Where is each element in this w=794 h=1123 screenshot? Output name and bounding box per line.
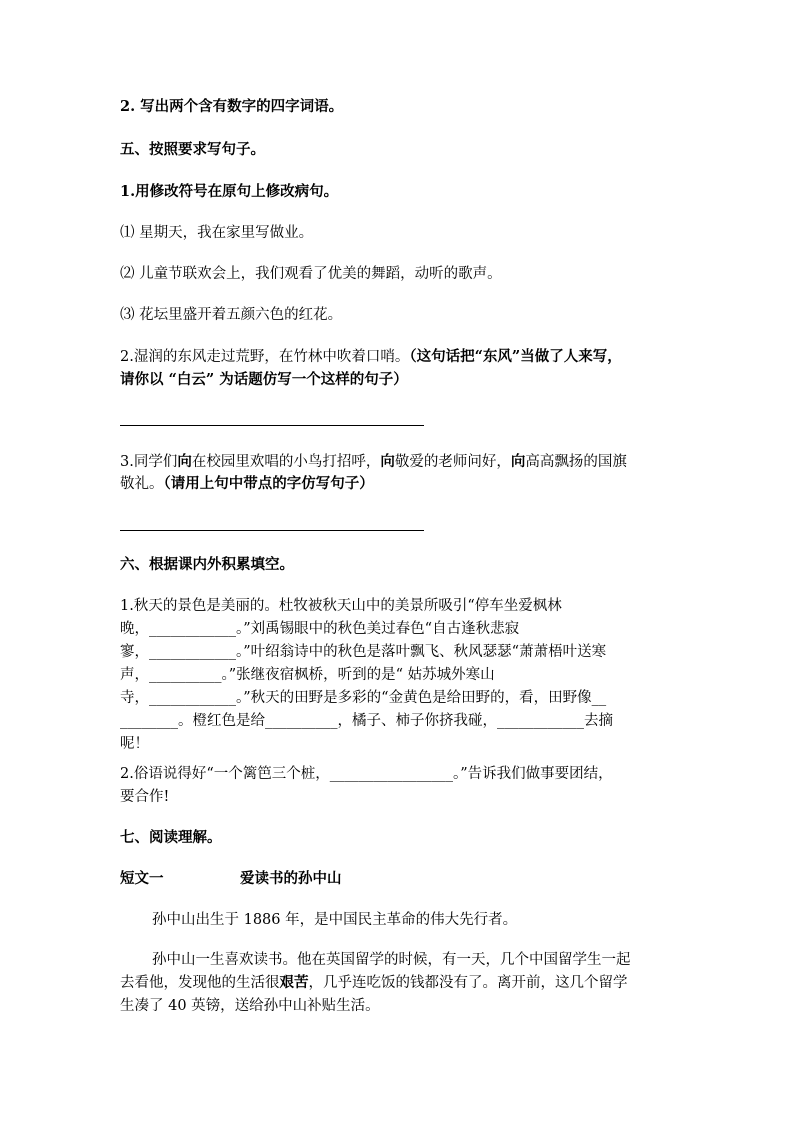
fill-para-2-line-2: 要合作! (120, 789, 170, 805)
q2-text: 2.湿润的东风走过荒野，在竹林中吹着口哨。 (120, 349, 410, 365)
section-5-q3-line-1 (120, 452, 627, 472)
fill-para-1-line-4: 声，__________。”张继夜宿枫桥，听到的是“ 姑苏城外寒山 (120, 667, 495, 683)
passage-paragraph-1: 孙中山出生于 1886 年，是中国民主革命的伟大先行者。 (152, 912, 518, 928)
section-7-title: 七、阅读理解。 (120, 829, 222, 846)
q3-text-a: 3.同学们 (120, 454, 178, 470)
section-5-q3-line-2 (120, 474, 374, 494)
fill-para-1-line-6: ________。橙红色是给__________，橘子、柿子你挤我碰，____________去摘 (120, 713, 613, 729)
sentence-1: ⑴ 星期天，我在家里写做业。 (120, 225, 314, 241)
fill-para-2-line-1: 2.俗语说得好“一个篱笆三个桩，_________________。”告诉我们做事要团结， (120, 766, 613, 782)
para2-text-a: 去看他，发现他的生活很 (120, 975, 280, 991)
q3-text-c: 在校园里欢唱的小鸟打招呼， (191, 454, 381, 470)
passage-paragraph-2-line-2 (120, 973, 628, 993)
passage-paragraph-2-line-1: 孙中山一生喜欢读书。他在英国留学的时候，有一天，几个中国留学生一起 (152, 952, 631, 968)
fill-para-1-line-1: 1.秋天的景色是美丽的。杜牧被秋天山中的美景所吸引“停车坐爱枫林 (120, 598, 562, 614)
q3-text-e: 敬爱的老师问好， (394, 454, 511, 470)
fill-para-1-line-3: 寥，____________。”叶绍翁诗中的秋色是落叶飘飞、秋风瑟瑟“萧萧梧叶送寒 (120, 644, 607, 660)
answer-line-q2[interactable] (120, 425, 424, 426)
passage-title: 爱读书的孙中山 (240, 870, 342, 887)
dotted-char-3: 向 (510, 453, 526, 470)
para2-text-c: ，几乎连吃饭的钱都没有了。离开前，这几个留学 (308, 975, 628, 991)
section-5-q1-title: 1.用修改符号在原句上修改病句。 (120, 183, 339, 200)
q3-text-end: 敬礼。 (120, 476, 164, 492)
dotted-char-1: 向 (177, 453, 192, 470)
section-5-q2-line-1 (120, 347, 622, 367)
section-5-q2-line-2: 请你以 “白云” 为话题仿写一个这样的句子） (120, 371, 408, 388)
dotted-char-2: 向 (380, 453, 395, 470)
sentence-2: ⑵ 儿童节联欢会上，我们观看了优美的舞蹈，动听的歌声。 (120, 266, 502, 282)
passage-label: 短文一 (120, 870, 164, 887)
question-2-title: 2. 写出两个含有数字的四字词语。 (120, 98, 344, 115)
q3-instruction: （请用上句中带点的字仿写句子） (163, 475, 374, 492)
q3-text-g: 高高飘扬的国旗 (525, 454, 627, 470)
sentence-3: ⑶ 花坛里盛开着五颜六色的红花。 (120, 307, 343, 323)
para2-bold-word: 艰苦 (279, 974, 309, 991)
q2-instruction: （这句话把“东风”当做了人来写， (409, 348, 622, 365)
section-5-title: 五、按照要求写句子。 (120, 141, 265, 158)
section-6-title: 六、根据课内外积累填空。 (120, 556, 294, 573)
passage-paragraph-2-line-3: 生凑了 40 英镑，送给孙中山补贴生活。 (120, 998, 380, 1014)
answer-line-q3[interactable] (120, 530, 424, 531)
fill-para-1-line-5: 寺，____________。”秋天的田野是多彩的“金黄色是给田野的，看，田野像__ (120, 690, 607, 706)
fill-para-1-line-2: 晚，____________。”刘禹锡眼中的秋色美过春色“自古逢秋悲寂 (120, 621, 520, 637)
fill-para-1-line-7: 呢！ (120, 736, 149, 752)
